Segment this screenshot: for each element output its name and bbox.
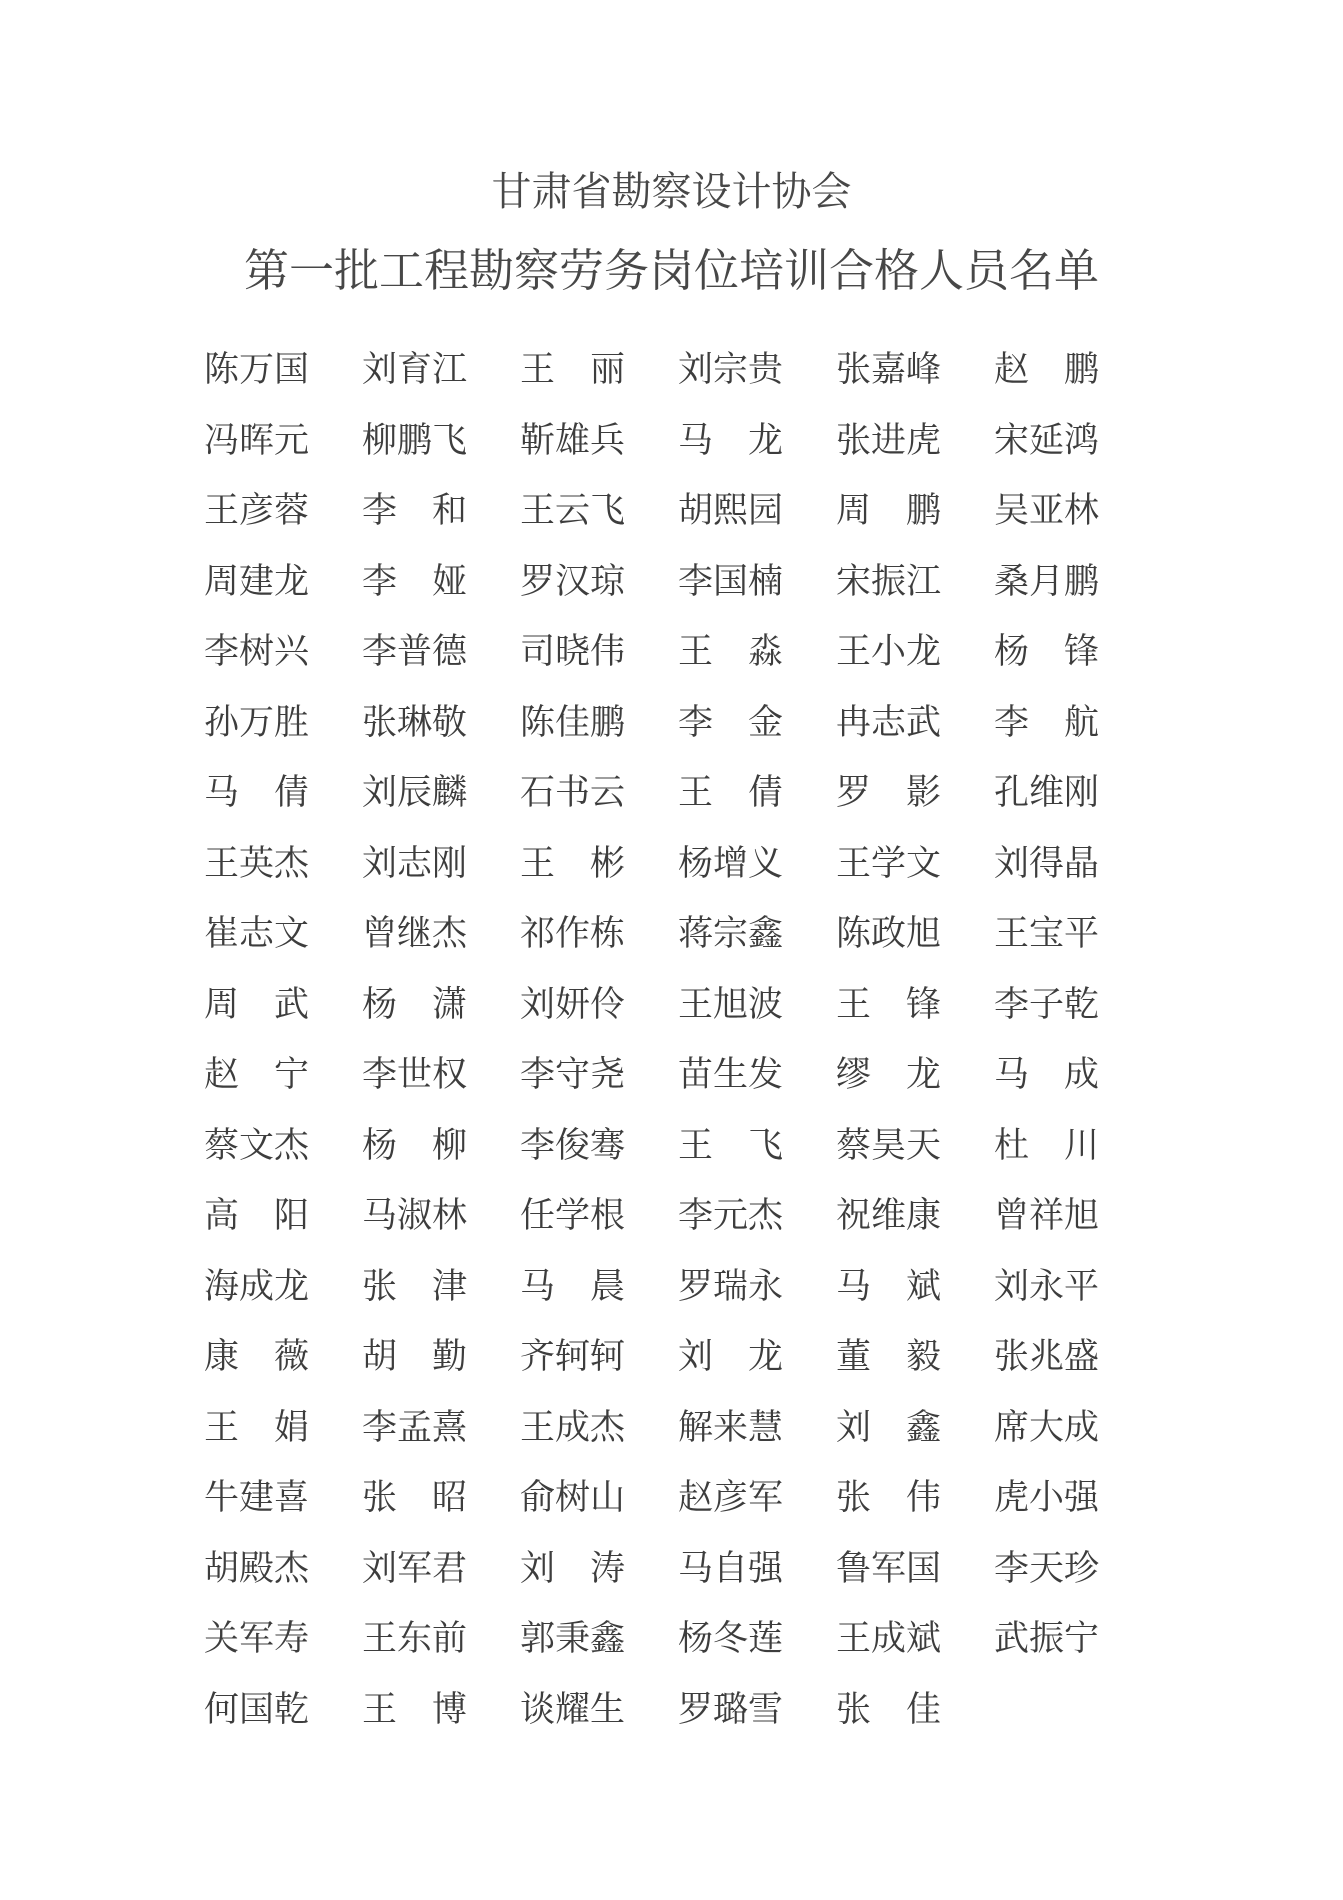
name-cell: 王彦蓉 [204, 491, 310, 530]
name-cell: 杨 锋 [994, 632, 1100, 671]
name-cell: 李俊骞 [520, 1125, 626, 1165]
name-cell: 李天珍 [994, 1548, 1100, 1588]
name-cell: 李世权 [362, 1055, 468, 1094]
name-cell: 祝维康 [836, 1196, 942, 1235]
name-cell: 马 倩 [204, 773, 310, 812]
name-cell: 刘永平 [994, 1266, 1100, 1306]
name-cell: 张进虎 [836, 420, 942, 460]
name-cell: 杨 柳 [362, 1125, 468, 1165]
name-cell: 何国乾 [204, 1689, 310, 1729]
name-cell: 孙万胜 [204, 702, 310, 742]
name-cell: 杨 潇 [362, 984, 468, 1024]
name-cell: 刘志刚 [362, 843, 468, 883]
name-cell: 石书云 [520, 773, 626, 812]
name-cell: 马自强 [678, 1548, 784, 1588]
name-cell: 罗 影 [836, 773, 942, 812]
name-cell: 蒋宗鑫 [678, 914, 784, 953]
name-cell: 陈万国 [204, 350, 310, 389]
name-cell: 李 娅 [362, 561, 468, 601]
document-subtitle: 第一批工程勘察劳务岗位培训合格人员名单 [243, 246, 1099, 296]
document-title: 甘肃省勘察设计协会 [491, 169, 852, 214]
name-cell: 胡殿杰 [204, 1548, 310, 1588]
name-cell: 王云飞 [520, 491, 626, 530]
name-cell: 王 淼 [678, 632, 784, 671]
name-cell: 李 和 [362, 491, 468, 530]
name-cell: 高 阳 [204, 1196, 310, 1235]
name-cell: 柳鹏飞 [362, 420, 468, 460]
name-cell: 赵 鹏 [994, 350, 1100, 389]
name-cell: 武振宁 [994, 1619, 1100, 1658]
name-cell: 王东前 [362, 1619, 468, 1658]
name-cell: 李孟熹 [362, 1407, 468, 1447]
name-cell: 刘宗贵 [678, 350, 784, 389]
name-cell: 郭秉鑫 [520, 1619, 626, 1658]
name-cell: 缪 龙 [836, 1055, 942, 1094]
name-cell: 马 斌 [836, 1266, 942, 1306]
name-cell: 王学文 [836, 843, 942, 883]
name-cell: 张 伟 [836, 1478, 942, 1517]
name-cell: 胡 勤 [362, 1337, 468, 1376]
name-cell: 任学根 [520, 1196, 626, 1235]
name-cell: 康 薇 [204, 1337, 310, 1376]
name-cell: 刘 龙 [678, 1337, 784, 1376]
name-cell: 俞树山 [520, 1478, 626, 1517]
name-cell: 赵彦军 [678, 1478, 784, 1517]
name-cell: 李子乾 [994, 984, 1100, 1024]
name-cell: 王 倩 [678, 773, 784, 812]
name-cell: 杜 川 [994, 1125, 1100, 1165]
name-cell: 刘辰麟 [362, 773, 468, 812]
name-cell: 蔡文杰 [204, 1125, 310, 1165]
name-cell: 李国楠 [678, 561, 784, 601]
name-cell: 王旭波 [678, 984, 784, 1024]
name-cell: 刘育江 [362, 350, 468, 389]
name-cell: 周 鹏 [836, 491, 942, 530]
name-cell: 李普德 [362, 632, 468, 671]
name-cell: 张嘉峰 [836, 350, 942, 389]
name-cell: 鲁军国 [836, 1548, 942, 1588]
name-cell: 海成龙 [204, 1266, 310, 1306]
name-cell: 席大成 [994, 1407, 1100, 1447]
name-cell: 冉志武 [836, 702, 942, 742]
name-cell: 刘 鑫 [836, 1407, 942, 1447]
name-cell: 王成斌 [836, 1619, 942, 1658]
name-cell: 桑月鹏 [994, 561, 1100, 601]
name-cell: 关军寿 [204, 1619, 310, 1658]
name-cell: 张 昭 [362, 1478, 468, 1517]
name-cell: 陈佳鹏 [520, 702, 626, 742]
name-cell: 解来慧 [678, 1407, 784, 1447]
name-cell: 王 丽 [520, 350, 626, 389]
name-cell: 赵 宁 [204, 1055, 310, 1094]
name-cell: 齐轲轲 [520, 1337, 626, 1376]
name-cell: 王 飞 [678, 1125, 784, 1165]
name-cell: 王宝平 [994, 914, 1100, 953]
name-cell: 王 锋 [836, 984, 942, 1024]
name-cell: 李 航 [994, 702, 1100, 742]
name-cell: 王 博 [362, 1689, 468, 1729]
name-cell: 陈政旭 [836, 914, 942, 953]
name-cell: 马 龙 [678, 420, 784, 460]
name-cell: 曾祥旭 [994, 1196, 1100, 1235]
name-cell: 冯晖元 [204, 420, 310, 460]
name-cell: 胡熙园 [678, 491, 784, 530]
name-cell: 王英杰 [204, 843, 310, 883]
name-cell: 司晓伟 [520, 632, 626, 671]
name-cell: 王成杰 [520, 1407, 626, 1447]
name-cell: 刘得晶 [994, 843, 1100, 883]
name-cell: 祁作栋 [520, 914, 626, 953]
name-cell: 周建龙 [204, 561, 310, 601]
name-cell: 崔志文 [204, 914, 310, 953]
name-cell: 虎小强 [994, 1478, 1100, 1517]
name-cell: 张 津 [362, 1266, 468, 1306]
name-cell: 张 佳 [836, 1689, 942, 1729]
name-cell: 李元杰 [678, 1196, 784, 1235]
name-cell: 靳雄兵 [520, 420, 626, 460]
name-cell: 周 武 [204, 984, 310, 1024]
name-cell: 马 晨 [520, 1266, 626, 1306]
name-cell: 宋振江 [836, 561, 942, 601]
name-cell: 苗生发 [678, 1055, 784, 1094]
name-cell: 牛建喜 [204, 1478, 310, 1517]
name-cell: 罗瑞永 [678, 1266, 784, 1306]
name-cell: 孔维刚 [994, 773, 1100, 812]
name-cell: 马 成 [994, 1055, 1100, 1094]
name-cell: 蔡昊天 [836, 1125, 942, 1165]
name-cell: 吴亚林 [994, 491, 1100, 530]
name-cell: 王小龙 [836, 632, 942, 671]
name-cell: 马淑林 [362, 1196, 468, 1235]
name-cell: 罗汉琼 [520, 561, 626, 601]
name-cell: 刘 涛 [520, 1548, 626, 1588]
name-cell: 王 娟 [204, 1407, 310, 1447]
name-cell: 刘妍伶 [520, 984, 626, 1024]
name-cell: 董 毅 [836, 1337, 942, 1376]
name-cell: 杨冬莲 [678, 1619, 784, 1658]
name-cell: 张兆盛 [994, 1337, 1100, 1376]
name-cell: 李守尧 [520, 1055, 626, 1094]
name-cell: 李树兴 [204, 632, 310, 671]
name-cell: 罗璐雪 [678, 1689, 784, 1729]
name-cell: 王 彬 [520, 843, 626, 883]
names-grid [204, 352, 1152, 1762]
name-cell: 宋延鸿 [994, 420, 1100, 460]
name-cell: 谈耀生 [520, 1689, 626, 1729]
name-cell: 杨增义 [678, 843, 784, 883]
name-cell: 张琳敬 [362, 702, 468, 742]
name-cell: 李 金 [678, 702, 784, 742]
name-cell: 曾继杰 [362, 914, 468, 953]
name-cell: 刘军君 [362, 1548, 468, 1588]
